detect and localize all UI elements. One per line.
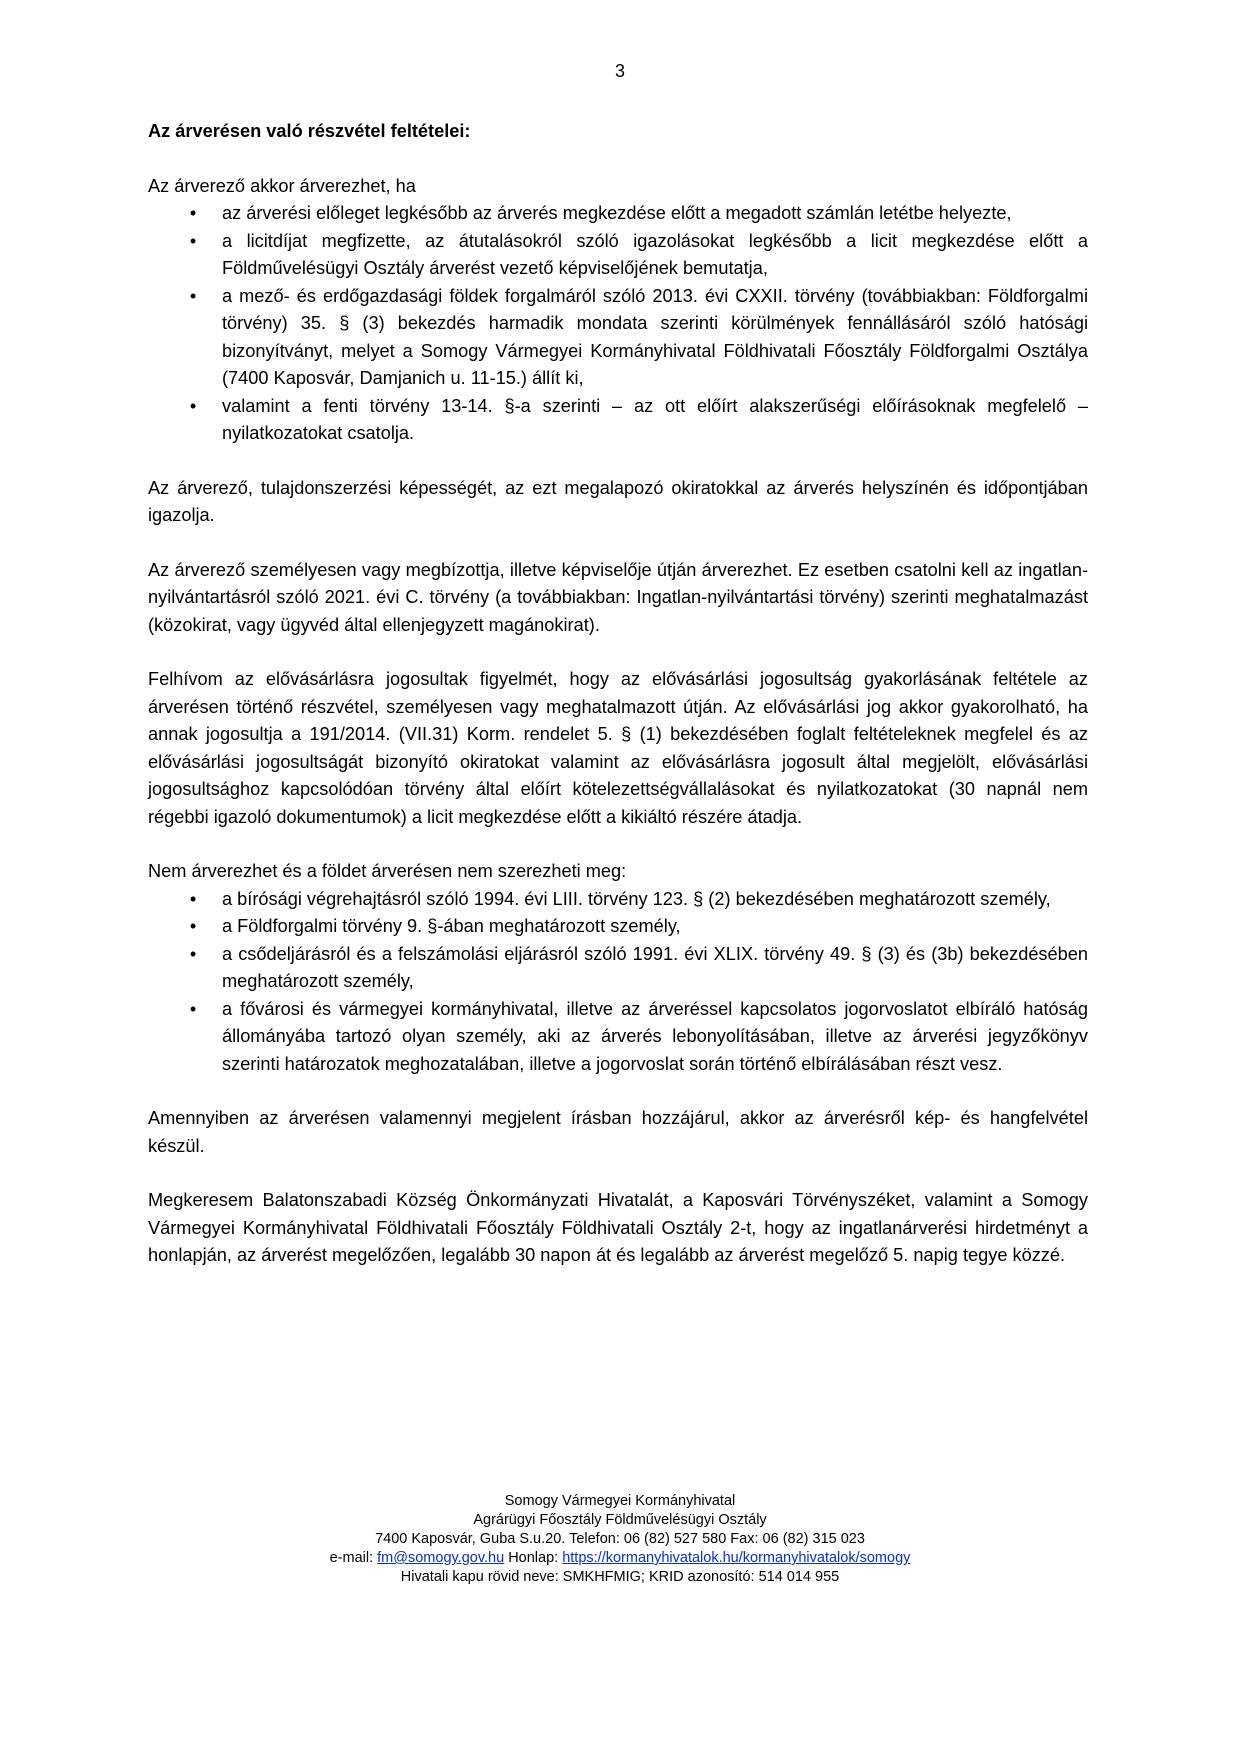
footer-office-name: Somogy Vármegyei Kormányhivatal [504,1493,736,1509]
document-body [148,118,1088,1297]
paragraph-capability: Az árverező, tulajdonszerzési képességét, az ezt megalapozó okiratokkal az árverés helyszínén és időpontjában igazolja. [148,477,1088,525]
list-item [148,941,1088,996]
list-item [148,200,1088,228]
bullet-icon: • [189,230,197,251]
footer-address-phone: 7400 Kaposvár, Guba S.u.20. Telefon: 06 (82) 527 580 Fax: 06 (82) 315 023 [375,1531,865,1547]
list-item [148,393,1088,448]
paragraph-recording: Amennyiben az árverésen valamennyi megjelent írásban hozzájárul, akkor az árverésről kép- és hangfelvétel készül. [148,1108,1088,1156]
paragraph-publication-request: Megkeresem Balatonszabadi Község Önkormányzati Hivatalát, a Kaposvári Törvényszéket, valamint a Somogy Vármegyei Kormányhivatal Földhivatali Főosztály Földhivatali Osztály 2-t, hogy az ingatlanárverési hirdetményt a honlapján, az árverést megelőzően, legalább 30 napon át és legalább az árverést megelőző 5. napig tegye közzé. [148,1190,1088,1265]
list-item [148,283,1088,393]
list-item [148,913,1088,941]
list-item-text: a mező- és erdőgazdasági földek forgalmáról szóló 2013. évi CXXII. törvény (továbbiakban: Földforgalmi törvény) 35. § (3) bekezdés harmadik mondata szerinti körülmények fennállásáról szóló hatósági bizonyítványt, melyet a Somogy Vármegyei Kormányhivatal Földhivatali Főosztály Földforgalmi Osztálya (7400 Kaposvár, Damjanich u. 11-15.) állít ki, [222,285,1088,388]
footer-contact-links [0,1549,1240,1568]
bullet-icon: • [189,916,197,936]
paragraph-representation: Az árverező személyesen vagy megbízottja, illetve képviselője útján árverezhet. Ez esetben csatolni kell az ingatlan-nyilvántartásról szóló 2021. évi C. törvény (a továbbiakban: Ingatlan-nyilvántartási törvény) szerinti meghatalmazást (közokirat, vagy ügyvéd által ellenjegyzett magánokirat). [148,559,1088,635]
footer-gateway-info: Hivatali kapu rövid neve: SMKHFMIG; KRID azonosító: 514 014 955 [400,1569,840,1585]
bullet-icon: • [189,395,197,416]
list-item-text: a licitdíjat megfizette, az átutalásokról szóló igazolásokat legkésőbb a licit megkezdése előtt a Földművelésügyi Osztály árverést vezető képviselőjének bemutatja, [222,230,1088,278]
list-item [148,228,1088,283]
footer-department: Agrárügyi Főosztály Földművelésügyi Osztály [473,1512,767,1528]
bullet-icon: • [189,203,197,223]
bullet-icon: • [189,888,197,909]
bullet-icon: • [189,285,197,306]
email-link[interactable]: fm@somogy.gov.hu [377,1550,505,1566]
page-number: 3 [614,61,625,81]
bullet-icon: • [189,998,197,1019]
list-item-text: a csődeljárásról és a felszámolási eljárásról szóló 1991. évi XLIX. törvény 49. § (3) és (3b) bekezdésében meghatározott személy, [222,943,1088,991]
list-item-text: a fővárosi és vármegyei kormányhivatal, illetve az árveréssel kapcsolatos jogorvoslatot elbíráló hatóság állományába tartozó olyan személy, aki az árverés lebonyolításában, illetve az árverési jegyzőkönyv szerinti határozatok meghozatalában, illetve a jogorvoslat során történő elbírálásában részt vesz. [222,998,1088,1074]
list-item-text: az árverési előleget legkésőbb az árverés megkezdése előtt a megadott számlán letétbe helyezte, [222,203,1012,223]
bullet-icon: • [189,943,197,964]
list-item-text: a bírósági végrehajtásról szóló 1994. évi LIII. törvény 123. § (2) bekezdésében meghatározott személy, [222,888,1051,909]
conditions-list [148,200,1088,448]
list-item-text: valamint a fenti törvény 13-14. §-a szerinti – az ott előírt alakszerűségi előírásoknak megfelelő – nyilatkozatokat csatolja. [222,395,1088,443]
list-item [148,996,1088,1079]
list-item-text: a Földforgalmi törvény 9. §-ában meghatározott személy, [222,916,681,936]
website-label: Honlap: [504,1550,563,1566]
page-footer [0,1492,1240,1587]
section-heading: Az árverésen való részvétel feltételei: [148,121,471,141]
website-link[interactable]: https://kormanyhivatalok.hu/kormanyhivatalok/somogy [562,1550,911,1566]
exclusions-intro: Nem árverezhet és a földet árverésen nem szerezheti meg: [148,861,627,881]
exclusions-list [148,886,1088,1079]
email-label: e-mail: [329,1550,378,1566]
conditions-intro: Az árverező akkor árverezhet, ha [148,175,416,196]
paragraph-preemption: Felhívom az elővásárlásra jogosultak figyelmét, hogy az elővásárlási jogosultság gyakorlásának feltétele az árverésen történő részvétel, személyesen vagy meghatalmazott útján. Az elővásárlási jog akkor gyakorolható, ha annak jogosultja a 191/2014. (VII.31) Korm. rendelet 5. § (1) bekezdésében foglalt feltételeknek megfelel és az elővásárlási jogosultságát bizonyító okiratokat valamint az elővásárlásra jogosult által megjelölt, elővásárlási jogosultsághoz kapcsolódóan törvény által előírt kötelezettségvállalásokat és nyilatkozatokat (30 napnál nem régebbi igazoló dokumentumok) a licit megkezdése előtt a kikiáltó részére átadja. [148,669,1088,827]
list-item [148,886,1088,914]
